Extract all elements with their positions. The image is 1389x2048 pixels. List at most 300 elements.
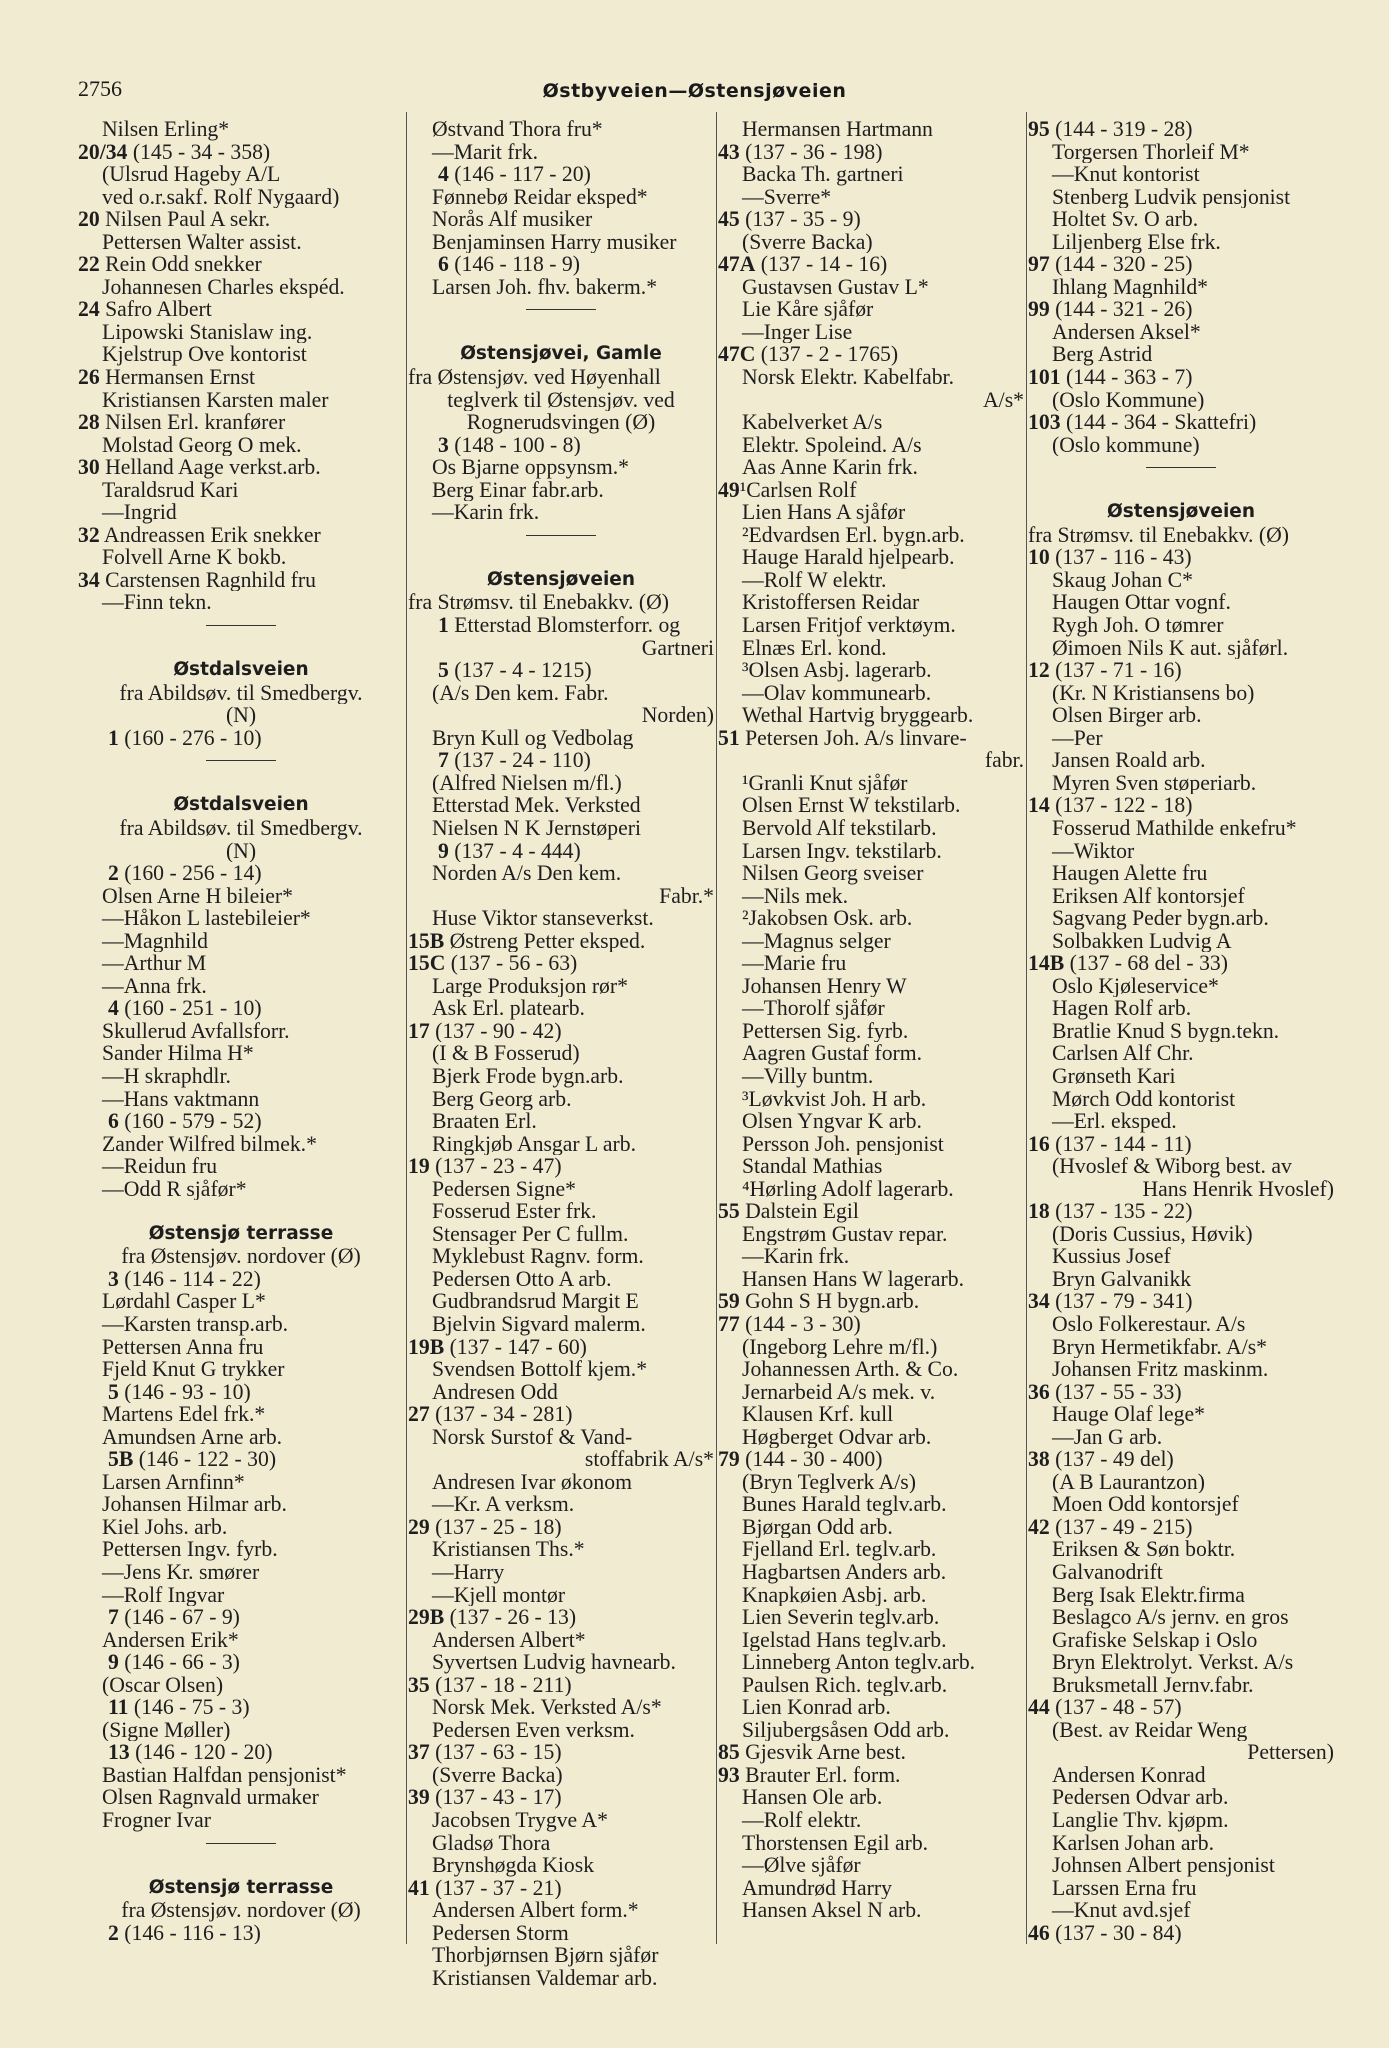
- house-number: 30: [78, 456, 100, 479]
- resident-line: Frogner Ivar: [102, 1809, 211, 1832]
- resident-line: —Anna frk.: [102, 974, 207, 998]
- address-entry: [408, 1336, 714, 1359]
- house-number: 15B: [408, 929, 445, 953]
- address-entry: [78, 997, 404, 1020]
- entry-text: (146 - 67 - 9): [118, 1606, 240, 1629]
- resident-line: Johansen Hilmar arb.: [102, 1493, 287, 1516]
- resident-line: Ihlang Magnhild*: [1052, 275, 1209, 299]
- entry-text: (137 - 122 - 18): [1049, 794, 1193, 817]
- resident-line: Larsen Fritjof verktøym.: [742, 614, 956, 637]
- house-number: 34: [1028, 1290, 1050, 1313]
- resident-line: Lien Konrad arb.: [742, 1696, 891, 1719]
- entry-text: (146 - 75 - 3): [128, 1696, 250, 1719]
- resident-line: Høgberget Odvar arb.: [742, 1425, 932, 1449]
- address-entry: [78, 1381, 404, 1404]
- resident-line: Johnsen Albert pensjonist: [1052, 1854, 1275, 1877]
- resident-line: —Knut avd.sjef: [1052, 1899, 1191, 1922]
- resident-line: Skullerud Avfallsforr.: [102, 1019, 290, 1043]
- address-entry: [718, 1200, 1024, 1223]
- resident-line: Eriksen & Søn boktr.: [1052, 1538, 1236, 1561]
- resident-line: Kiel Johs. arb.: [102, 1515, 228, 1539]
- resident-line: Martens Edel frk.*: [102, 1403, 266, 1426]
- resident-line: —Odd R sjåfør*: [102, 1177, 247, 1201]
- entry-text: (144 - 364 - Skattefri): [1060, 411, 1257, 434]
- resident-line: Fabr.*: [659, 884, 714, 908]
- resident-line: —Inger Lise: [742, 320, 853, 344]
- resident-line: Bjørgan Odd arb.: [742, 1515, 893, 1539]
- entry-text: Dalstein Egil: [739, 1200, 859, 1223]
- resident-line: Andersen Konrad: [1052, 1763, 1206, 1787]
- address-entry: [1028, 118, 1334, 141]
- entry-text: Helland Aage verkst.arb.: [99, 456, 321, 479]
- entry-text: (148 - 100 - 8): [448, 433, 581, 457]
- resident-line: Carlsen Alf Chr.: [1052, 1042, 1194, 1065]
- resident-line: Elektr. Spoleind. A/s: [742, 433, 922, 457]
- resident-line: Sander Hilma H*: [102, 1042, 254, 1065]
- resident-line: Fønnebø Reidar eksped*: [432, 185, 648, 209]
- resident-line: Øimoen Nils K aut. sjåførl.: [1052, 636, 1289, 660]
- resident-line: Myklebust Ragnv. form.: [432, 1245, 644, 1268]
- entry-text: Hermansen Ernst: [99, 366, 256, 389]
- resident-line: Hansen Ole arb.: [742, 1786, 883, 1810]
- address-entry: [408, 840, 714, 863]
- resident-line: Langlie Thv. kjøpm.: [1052, 1809, 1229, 1832]
- directory-column: [1028, 118, 1334, 1945]
- house-number: 42: [1028, 1515, 1050, 1539]
- resident-line: (Sverre Backa): [432, 1763, 563, 1787]
- entry-text: (137 - 18 - 211): [429, 1673, 572, 1697]
- entry-text: (137 - 68 del - 33): [1064, 952, 1228, 975]
- address-entry: [78, 366, 404, 389]
- entry-text: (160 - 251 - 10): [118, 997, 262, 1020]
- resident-line: Pettersen Sig. fyrb.: [742, 1019, 909, 1043]
- address-entry: [408, 253, 714, 276]
- address-entry: [1028, 794, 1334, 817]
- resident-line: Gudbrandsrud Margit E: [432, 1290, 639, 1313]
- spacer: [78, 772, 404, 795]
- resident-line: Oslo Folkerestaur. A/s: [1052, 1312, 1246, 1336]
- resident-line: Kabelverket A/s: [742, 411, 883, 434]
- resident-line: Norden A/s Den kem.: [432, 862, 622, 885]
- house-number: 46: [1028, 1921, 1050, 1945]
- directory-column: [718, 118, 1024, 1940]
- resident-line: (Doris Cussius, Høvik): [1052, 1222, 1253, 1246]
- resident-line: (Oscar Olsen): [102, 1673, 224, 1697]
- house-number: 29B: [408, 1606, 445, 1629]
- house-number: 19: [408, 1155, 430, 1178]
- entry-text: Rein Odd snekker: [99, 253, 262, 276]
- resident-line: Stenberg Ludvik pensjonist: [1052, 185, 1291, 209]
- street-description: fra Strømsv. til Enebakkv. (Ø): [1028, 523, 1289, 547]
- resident-line: Backa Th. gartneri: [742, 163, 904, 186]
- address-entry: [78, 1651, 404, 1674]
- resident-line: Igelstad Hans teglv.arb.: [742, 1628, 947, 1652]
- street-description: (N): [225, 839, 257, 863]
- entry-text: (137 - 4 - 1215): [448, 659, 592, 682]
- street-description: (N): [225, 704, 257, 727]
- address-entry: [78, 141, 404, 164]
- address-entry: [408, 952, 714, 975]
- entry-text: (137 - 56 - 63): [445, 952, 578, 975]
- entry-text: (144 - 30 - 400): [739, 1448, 883, 1471]
- house-number: 6: [108, 1110, 119, 1133]
- address-entry: [78, 524, 404, 547]
- resident-line: Gustavsen Gustav L*: [742, 275, 929, 299]
- house-number: 77: [718, 1312, 740, 1336]
- column-rule: [1026, 112, 1027, 1944]
- resident-line: Bunes Harald teglv.arb.: [742, 1493, 947, 1516]
- house-number: 1: [438, 614, 449, 637]
- resident-line: Haugen Ottar vognf.: [1052, 591, 1231, 615]
- house-number: 43: [718, 140, 740, 164]
- resident-line: Pettersen): [1247, 1741, 1334, 1764]
- address-entry: [78, 569, 404, 592]
- house-number: 27: [408, 1403, 430, 1426]
- house-number: 17: [408, 1019, 430, 1043]
- directory-column: [78, 118, 404, 1945]
- section-divider: [408, 524, 714, 547]
- resident-line: fabr.: [984, 749, 1024, 772]
- address-entry: [78, 253, 404, 276]
- address-entry: [1028, 366, 1334, 389]
- house-number: 15C: [408, 952, 446, 975]
- resident-line: Kjelstrup Ove kontorist: [102, 343, 307, 367]
- house-number: 45: [718, 208, 740, 231]
- house-number: 3: [108, 1267, 119, 1291]
- entry-text: (146 - 93 - 10): [118, 1380, 251, 1404]
- house-number: 5: [108, 1380, 119, 1404]
- resident-line: Pedersen Signe*: [432, 1177, 576, 1201]
- resident-line: Bratlie Knud S bygn.tekn.: [1052, 1019, 1280, 1043]
- resident-line: Nielsen N K Jernstøperi: [432, 816, 641, 840]
- entry-text: (160 - 579 - 52): [118, 1110, 262, 1133]
- resident-line: Large Produksjon rør*: [432, 974, 628, 998]
- resident-line: Lie Kåre sjåfør: [742, 298, 874, 321]
- address-entry: [718, 208, 1024, 231]
- address-entry: [78, 1741, 404, 1764]
- street-description: fra Strømsv. til Enebakkv. (Ø): [408, 591, 669, 615]
- resident-line: Lien Hans A sjåfør: [742, 501, 906, 524]
- resident-line: (I & B Fosserud): [432, 1042, 580, 1065]
- address-entry: [718, 141, 1024, 164]
- house-number: 55: [718, 1200, 740, 1223]
- resident-line: Hagen Rolf arb.: [1052, 997, 1192, 1020]
- resident-line: Elnæs Erl. kond.: [742, 636, 887, 660]
- entry-text: Carstensen Ragnhild fru: [99, 568, 316, 592]
- street-description: fra Østensjøv. nordover (Ø): [121, 1899, 361, 1922]
- entry-text: (137 - 23 - 47): [429, 1155, 562, 1178]
- resident-line: Norden): [641, 704, 714, 727]
- resident-line: Norsk Elektr. Kabelfabr.: [742, 366, 954, 389]
- resident-line: Pettersen Anna fru: [102, 1335, 264, 1359]
- resident-line: Bryn Hermetikfabr. A/s*: [1052, 1335, 1268, 1359]
- resident-line: Lien Severin teglv.arb.: [742, 1606, 940, 1629]
- resident-line: Kristiansen Ths.*: [432, 1538, 585, 1561]
- entry-text: Gjesvik Arne best.: [739, 1741, 906, 1764]
- resident-line: Linneberg Anton teglv.arb.: [742, 1651, 976, 1674]
- resident-line: Ask Erl. platearb.: [432, 997, 585, 1020]
- resident-line: Mørch Odd kontorist: [1052, 1087, 1236, 1111]
- resident-line: Hagbartsen Anders arb.: [742, 1561, 947, 1584]
- house-number: 49: [718, 478, 740, 502]
- address-entry: [1028, 659, 1334, 682]
- resident-line: —Sverre*: [742, 185, 832, 209]
- resident-line: Jernarbeid A/s mek. v.: [742, 1380, 936, 1404]
- house-number: 26: [78, 366, 100, 389]
- house-number: 20: [78, 208, 100, 231]
- address-entry: [1028, 952, 1334, 975]
- house-number: 5: [438, 659, 449, 682]
- resident-line: —Karsten transp.arb.: [102, 1312, 289, 1336]
- resident-line: (Bryn Teglverk A/s): [742, 1470, 916, 1494]
- resident-line: Sagvang Peder bygn.arb.: [1052, 907, 1269, 930]
- address-entry: [1028, 1381, 1334, 1404]
- entry-text: (137 - 14 - 16): [755, 253, 888, 276]
- address-entry: [1028, 546, 1334, 569]
- street-description: fra Østensjøv. ved Høyenhall: [408, 366, 661, 389]
- section-divider: [408, 298, 714, 321]
- entry-text: (137 - 147 - 60): [444, 1335, 587, 1359]
- entry-text: (137 - 49 del): [1049, 1448, 1174, 1471]
- resident-line: (Signe Møller): [102, 1718, 231, 1742]
- address-entry: [718, 1764, 1024, 1787]
- entry-text: (137 - 79 - 341): [1049, 1290, 1193, 1313]
- resident-line: Amundrød Harry: [742, 1876, 892, 1900]
- section-divider: [78, 1832, 404, 1855]
- address-entry: [408, 1786, 714, 1809]
- resident-line: Paulsen Rich. teglv.arb.: [742, 1673, 948, 1697]
- address-entry: [408, 1606, 714, 1629]
- house-number: 7: [108, 1606, 119, 1629]
- resident-line: Braaten Erl.: [432, 1110, 537, 1133]
- resident-line: Zander Wilfred bilmek.*: [102, 1132, 317, 1156]
- resident-line: Norsk Surstof & Vand-: [432, 1425, 633, 1449]
- resident-line: —Marit frk.: [432, 140, 539, 164]
- address-entry: [408, 749, 714, 772]
- resident-line: Kristiansen Karsten maler: [102, 388, 329, 412]
- address-entry: [1028, 1922, 1334, 1945]
- resident-line: Pedersen Storm: [432, 1921, 569, 1945]
- house-number: 14: [1028, 794, 1050, 817]
- resident-line: Larsen Joh. fhv. bakerm.*: [432, 275, 658, 299]
- resident-line: —Nils mek.: [742, 884, 849, 908]
- resident-line: (A/s Den kem. Fabr.: [432, 681, 609, 705]
- resident-line: Olsen Ragnvald urmaker: [102, 1786, 319, 1810]
- entry-text: (137 - 24 - 110): [448, 749, 591, 772]
- house-number: 93: [718, 1763, 740, 1787]
- resident-line: Torgersen Thorleif M*: [1052, 140, 1250, 164]
- resident-line: Andresen Ivar økonom: [432, 1470, 632, 1494]
- address-entry: [408, 1020, 714, 1043]
- resident-line: Nilsen Georg sveiser: [742, 862, 924, 885]
- resident-line: Bruksmetall Jernv.fabr.: [1052, 1673, 1254, 1697]
- resident-line: —Erl. eksped.: [1052, 1110, 1177, 1133]
- section-divider: [78, 614, 404, 637]
- resident-line: —Thorolf sjåfør: [742, 997, 885, 1020]
- street-description: fra Abildsøv. til Smedbergv.: [119, 816, 363, 840]
- house-number: 103: [1028, 411, 1061, 434]
- resident-line: (Ulsrud Hageby A/L: [102, 163, 281, 186]
- resident-line: Hermansen Hartmann: [742, 118, 933, 141]
- resident-line: Berg Astrid: [1052, 343, 1153, 367]
- resident-line: (Best. av Reidar Weng: [1052, 1718, 1248, 1742]
- resident-line: Gladsø Thora: [432, 1831, 551, 1855]
- resident-line: —Karin frk.: [742, 1245, 850, 1268]
- street-description: teglverk til Østensjøv. ved: [447, 388, 675, 412]
- resident-line: Klausen Krf. kull: [742, 1403, 894, 1426]
- resident-line: Pettersen Ingv. fyrb.: [102, 1538, 278, 1561]
- house-number: 24: [78, 298, 100, 321]
- section-divider: [1028, 456, 1334, 479]
- resident-line: Aas Anne Karin frk.: [742, 456, 918, 479]
- resident-line: Berg Georg arb.: [432, 1087, 572, 1111]
- resident-line: Gartneri: [641, 636, 714, 660]
- section-divider: [78, 749, 404, 772]
- resident-line: Huse Viktor stanseverkst.: [432, 907, 654, 930]
- house-number: 19B: [408, 1335, 445, 1359]
- address-entry: [78, 208, 404, 231]
- resident-line: Holtet Sv. O arb.: [1052, 208, 1199, 231]
- resident-line: —Finn tekn.: [102, 591, 212, 615]
- house-number: 51: [718, 726, 740, 750]
- house-number: 79: [718, 1448, 740, 1471]
- resident-line: Jacobsen Trygve A*: [432, 1809, 608, 1832]
- house-number: 41: [408, 1876, 430, 1900]
- resident-line: —Ingrid: [102, 501, 177, 524]
- address-entry: [78, 456, 404, 479]
- house-number: 47A: [718, 253, 756, 276]
- house-number: 2: [108, 1921, 119, 1945]
- resident-line: ved o.r.sakf. Rolf Nygaard): [102, 185, 340, 209]
- address-entry: [408, 1877, 714, 1900]
- entry-text: (137 - 71 - 16): [1049, 659, 1182, 682]
- address-entry: [718, 343, 1024, 366]
- resident-line: —Kjell montør: [432, 1583, 566, 1607]
- address-entry: [718, 253, 1024, 276]
- house-number: 95: [1028, 118, 1050, 141]
- entry-text: (144 - 320 - 25): [1049, 253, 1193, 276]
- entry-text: Nilsen Erl. kranfører: [99, 411, 286, 434]
- resident-line: ¹Granli Knut sjåfør: [742, 771, 908, 795]
- address-entry: [1028, 1133, 1334, 1156]
- house-number: 35: [408, 1673, 430, 1697]
- address-entry: [718, 1448, 1024, 1471]
- address-entry: [718, 479, 1024, 502]
- house-number: 36: [1028, 1380, 1050, 1404]
- address-entry: [1028, 1448, 1334, 1471]
- resident-line: Ringkjøb Ansgar L arb.: [432, 1132, 636, 1156]
- resident-line: Andersen Erik*: [102, 1628, 239, 1652]
- resident-line: Myren Sven støperiarb.: [1052, 771, 1257, 795]
- house-number: 28: [78, 411, 100, 434]
- resident-line: Larsen Arnfinn*: [102, 1470, 245, 1494]
- entry-text: (144 - 3 - 30): [739, 1312, 861, 1336]
- street-heading: Østensjøvei, Gamle: [460, 343, 662, 365]
- address-entry: [408, 1674, 714, 1697]
- resident-line: —Rolf elektr.: [742, 1809, 862, 1832]
- entry-text: Gohn S H bygn.arb.: [739, 1290, 920, 1313]
- running-head: Østbyveien—Østensjøveien: [542, 80, 847, 102]
- entry-text: Østreng Petter eksped.: [444, 929, 646, 953]
- column-rule: [716, 112, 717, 1944]
- entry-text: (137 - 43 - 17): [429, 1786, 562, 1810]
- resident-line: —Kr. A verksm.: [432, 1493, 575, 1516]
- resident-line: Hauge Harald hjelpearb.: [742, 546, 955, 569]
- street-heading: Østdalsveien: [173, 659, 309, 681]
- resident-line: Persson Joh. pensjonist: [742, 1132, 944, 1156]
- house-number: 4: [108, 997, 119, 1020]
- house-number: 44: [1028, 1696, 1050, 1719]
- resident-line: Haugen Alette fru: [1052, 862, 1208, 885]
- resident-line: Kristoffersen Reidar: [742, 591, 920, 615]
- resident-line: (Oslo Kommune): [1052, 388, 1205, 412]
- address-entry: [1028, 1200, 1334, 1223]
- house-number: 10: [1028, 546, 1050, 569]
- house-number: 101: [1028, 366, 1061, 389]
- resident-line: Moen Odd kontorsjef: [1052, 1493, 1239, 1516]
- resident-line: Hauge Olaf lege*: [1052, 1403, 1205, 1426]
- resident-line: —Hans vaktmann: [102, 1087, 260, 1111]
- resident-line: Andersen Aksel*: [1052, 320, 1201, 344]
- house-number: 97: [1028, 253, 1050, 276]
- house-number: 3: [438, 433, 449, 457]
- resident-line: Lørdahl Casper L*: [102, 1290, 266, 1313]
- entry-text: (137 - 55 - 33): [1049, 1380, 1182, 1404]
- address-entry: [1028, 411, 1334, 434]
- address-entry: [408, 163, 714, 186]
- resident-line: Bryn Kull og Vedbolag: [432, 726, 634, 750]
- entry-text: (144 - 319 - 28): [1049, 118, 1193, 141]
- resident-line: —Wiktor: [1052, 839, 1135, 863]
- entry-text: (137 - 4 - 444): [448, 839, 581, 863]
- house-number: 59: [718, 1290, 740, 1313]
- entry-text: (146 - 114 - 22): [118, 1267, 261, 1291]
- address-entry: [78, 862, 404, 885]
- resident-line: Andresen Odd: [432, 1380, 558, 1404]
- resident-line: Syvertsen Ludvig havnearb.: [432, 1651, 676, 1674]
- resident-line: Taraldsrud Kari: [102, 478, 239, 502]
- house-number: 39: [408, 1786, 430, 1810]
- entry-text: (137 - 36 - 198): [739, 140, 883, 164]
- entry-text: Etterstad Blomsterforr. og: [448, 614, 681, 637]
- address-entry: [1028, 298, 1334, 321]
- entry-text: (146 - 122 - 30): [133, 1448, 277, 1471]
- resident-line: Knapkøien Asbj. arb.: [742, 1583, 927, 1607]
- entry-text: (137 - 35 - 9): [739, 208, 861, 231]
- resident-line: Aagren Gustaf form.: [742, 1042, 923, 1065]
- resident-line: Galvanodrift: [1052, 1561, 1163, 1584]
- resident-line: (A B Laurantzon): [1052, 1470, 1205, 1494]
- house-number: 29: [408, 1515, 430, 1539]
- resident-line: —Jens Kr. smører: [102, 1561, 260, 1584]
- entry-text: (137 - 90 - 42): [429, 1019, 562, 1043]
- address-entry: [408, 1516, 714, 1539]
- resident-line: —Ølve sjåfør: [742, 1854, 861, 1877]
- entry-text: (146 - 116 - 13): [118, 1921, 261, 1945]
- address-entry: [408, 1155, 714, 1178]
- page-number: 2756: [78, 76, 122, 101]
- resident-line: —Marie fru: [742, 952, 847, 975]
- entry-text: (137 - 63 - 15): [429, 1741, 562, 1764]
- house-number: 18: [1028, 1200, 1050, 1223]
- entry-text: Safro Albert: [99, 298, 212, 321]
- resident-line: —Rolf Ingvar: [102, 1583, 225, 1607]
- resident-line: —Olav kommunearb.: [742, 681, 932, 705]
- entry-text: (137 - 37 - 21): [429, 1876, 562, 1900]
- resident-line: Larsen Ingv. tekstilarb.: [742, 839, 942, 863]
- address-entry: [78, 1696, 404, 1719]
- resident-line: Lipowski Stanislaw ing.: [102, 320, 313, 344]
